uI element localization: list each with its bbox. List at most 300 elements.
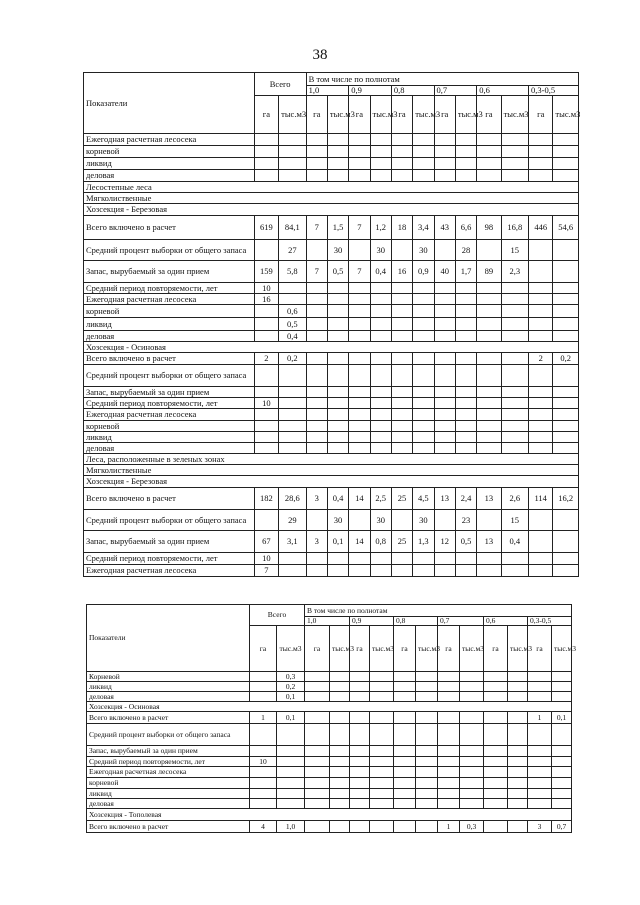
table-cell <box>349 565 370 577</box>
table-cell <box>349 409 370 421</box>
row-label: Всего включено в расчет <box>84 216 255 240</box>
table-cell <box>501 134 528 146</box>
table-cell <box>434 318 455 331</box>
row-label: Мягколиственные <box>84 193 579 204</box>
table-row <box>84 283 579 294</box>
table-cell <box>391 387 412 398</box>
row-label: Хозсекция - Осиновая <box>84 342 579 353</box>
table-cell <box>391 409 412 421</box>
table-cell <box>250 692 277 702</box>
table-cell <box>460 767 484 778</box>
table-cell <box>552 692 572 702</box>
table-cell <box>552 682 572 692</box>
row-label: деловая <box>84 331 255 342</box>
table-cell <box>455 432 476 443</box>
table-cell <box>370 398 391 409</box>
table-cell <box>330 821 350 833</box>
table-row <box>84 421 579 432</box>
table-cell <box>394 712 416 724</box>
table-cell <box>413 158 434 170</box>
table-cell: 619 <box>254 216 278 240</box>
row-label: деловая <box>87 692 250 702</box>
table-cell <box>484 746 508 757</box>
table-row <box>84 216 579 240</box>
table-cell <box>391 398 412 409</box>
table-cell <box>413 331 434 342</box>
table-cell <box>508 799 528 809</box>
table-cell <box>501 398 528 409</box>
table-cell: 89 <box>477 261 501 283</box>
table-cell <box>477 510 501 531</box>
table-cell <box>529 158 553 170</box>
header-unit-ha: га <box>305 626 330 672</box>
table-cell <box>277 724 305 746</box>
row-label: Ежегодная расчетная лесосека <box>84 134 255 146</box>
table-cell <box>394 821 416 833</box>
table-row <box>87 757 572 767</box>
table-cell <box>370 158 391 170</box>
table-cell: 0,3 <box>277 672 305 682</box>
table-cell: 0,5 <box>327 261 348 283</box>
table-cell <box>477 365 501 387</box>
table-row <box>84 553 579 565</box>
header-unit-ha: га <box>434 96 455 134</box>
table-cell <box>553 409 579 421</box>
table-cell: 2,6 <box>501 488 528 510</box>
table-cell <box>484 692 508 702</box>
table-cell <box>552 746 572 757</box>
table-cell <box>330 746 350 757</box>
table-cell <box>484 712 508 724</box>
header-unit-ha: га <box>349 96 370 134</box>
table-cell <box>327 294 348 305</box>
table-cell <box>254 240 278 261</box>
header-unit-ha: га <box>394 626 416 672</box>
header-density: 1,0 <box>305 617 350 626</box>
table-cell <box>370 409 391 421</box>
table-row <box>87 672 572 682</box>
table-cell: 30 <box>370 240 391 261</box>
table-cell <box>254 432 278 443</box>
table-cell: 43 <box>434 216 455 240</box>
table-cell <box>416 692 438 702</box>
table-cell <box>484 757 508 767</box>
table-cell <box>501 146 528 158</box>
table-cell <box>349 294 370 305</box>
table-cell: 4,5 <box>413 488 434 510</box>
row-label: Средний процент выборки от общего запаса <box>84 510 255 531</box>
table-cell <box>391 294 412 305</box>
row-label: Ежегодная расчетная лесосека <box>84 409 255 421</box>
table-cell <box>553 146 579 158</box>
table-cell <box>370 712 394 724</box>
table-cell <box>528 746 552 757</box>
table-cell <box>306 134 327 146</box>
table-cell <box>460 789 484 799</box>
table-cell <box>391 134 412 146</box>
row-label: Всего включено в расчет <box>84 488 255 510</box>
table-cell: 0,2 <box>279 353 306 365</box>
table-cell <box>330 789 350 799</box>
table-cell <box>501 283 528 294</box>
table-cell <box>438 724 460 746</box>
table-cell: 28 <box>455 240 476 261</box>
row-label: деловая <box>87 799 250 809</box>
table-cell <box>254 170 278 182</box>
header-unit-ha: га <box>350 626 370 672</box>
table-cell <box>477 432 501 443</box>
table-cell <box>438 672 460 682</box>
table-cell <box>327 398 348 409</box>
table-cell <box>552 767 572 778</box>
table-cell <box>413 387 434 398</box>
table-cell <box>501 432 528 443</box>
table-cell <box>370 387 391 398</box>
table-cell <box>254 387 278 398</box>
table-cell <box>306 283 327 294</box>
table-cell <box>391 553 412 565</box>
table-cell <box>553 158 579 170</box>
table-cell <box>438 757 460 767</box>
table-cell <box>370 146 391 158</box>
table-row <box>84 398 579 409</box>
table-cell <box>279 134 306 146</box>
table-cell <box>528 789 552 799</box>
table-cell <box>553 294 579 305</box>
table-cell <box>370 767 394 778</box>
table-cell <box>484 778 508 789</box>
table-cell <box>434 387 455 398</box>
table-cell: 0,9 <box>413 261 434 283</box>
table-cell <box>413 553 434 565</box>
table-cell <box>501 443 528 454</box>
row-label: Средний период повторяемости, лет <box>84 398 255 409</box>
table-cell: 1,7 <box>455 261 476 283</box>
table-cell <box>413 421 434 432</box>
row-label: Средний период повторяемости, лет <box>84 553 255 565</box>
table-row <box>87 767 572 778</box>
table-cell <box>460 672 484 682</box>
table-cell <box>529 331 553 342</box>
table-cell: 27 <box>279 240 306 261</box>
row-label: корневой <box>87 778 250 789</box>
table-row <box>84 488 579 510</box>
table-cell <box>553 305 579 318</box>
table-cell <box>394 746 416 757</box>
table-cell: 0,4 <box>327 488 348 510</box>
table-cell <box>553 170 579 182</box>
table-cell <box>254 443 278 454</box>
table-cell <box>327 432 348 443</box>
table-cell: 7 <box>306 261 327 283</box>
table-cell: 0,5 <box>455 531 476 553</box>
table-cell: 30 <box>327 240 348 261</box>
table-cell <box>508 712 528 724</box>
table-cell <box>416 799 438 809</box>
table-cell <box>254 158 278 170</box>
table-cell <box>552 757 572 767</box>
table-cell <box>416 746 438 757</box>
table-cell <box>250 799 277 809</box>
table-cell <box>508 692 528 702</box>
table-cell <box>434 134 455 146</box>
table-cell <box>501 365 528 387</box>
table-cell <box>394 757 416 767</box>
table-row <box>84 476 579 488</box>
table-cell <box>501 553 528 565</box>
table-cell <box>349 421 370 432</box>
table-cell <box>529 294 553 305</box>
table-row <box>84 134 579 146</box>
table-cell <box>455 158 476 170</box>
table-cell <box>477 240 501 261</box>
table-cell <box>277 789 305 799</box>
table-cell <box>250 682 277 692</box>
row-label: Запас, вырубаемый за один прием <box>84 387 255 398</box>
table-cell <box>434 240 455 261</box>
table-cell <box>279 146 306 158</box>
table-cell <box>327 158 348 170</box>
table-cell <box>305 672 330 682</box>
table-cell <box>434 331 455 342</box>
table-cell <box>455 146 476 158</box>
table-cell <box>553 531 579 553</box>
table-cell <box>391 565 412 577</box>
table-cell <box>391 240 412 261</box>
table-row <box>84 331 579 342</box>
header-unit-tys-m3: тыс.м3 <box>460 626 484 672</box>
table-cell <box>484 799 508 809</box>
table-cell <box>349 134 370 146</box>
table-cell <box>508 789 528 799</box>
header-unit-tys-m3: тыс.м3 <box>279 96 306 134</box>
table-cell <box>370 565 391 577</box>
table-cell <box>391 353 412 365</box>
table-cell <box>349 331 370 342</box>
table-cell <box>501 305 528 318</box>
row-label: ликвид <box>84 432 255 443</box>
table-cell: 1,5 <box>327 216 348 240</box>
table-cell <box>349 353 370 365</box>
table-cell <box>528 724 552 746</box>
table-cell <box>350 767 370 778</box>
table-cell <box>349 318 370 331</box>
table-cell <box>391 318 412 331</box>
table-row <box>87 799 572 809</box>
table-cell <box>413 353 434 365</box>
table-cell <box>434 510 455 531</box>
row-label: Всего включено в расчет <box>84 353 255 365</box>
header-density: 0,8 <box>394 617 438 626</box>
table-cell <box>501 565 528 577</box>
table-cell: 10 <box>250 757 277 767</box>
table-cell <box>327 553 348 565</box>
table-cell: 10 <box>254 398 278 409</box>
table-cell <box>460 692 484 702</box>
table-cell <box>434 409 455 421</box>
table-cell: 5,8 <box>279 261 306 283</box>
table-cell <box>416 778 438 789</box>
table-cell <box>254 365 278 387</box>
table-cell <box>306 331 327 342</box>
table-cell <box>327 443 348 454</box>
table-row <box>84 510 579 531</box>
table-cell <box>455 398 476 409</box>
table-cell <box>349 365 370 387</box>
header-unit-ha: га <box>477 96 501 134</box>
table-cell <box>455 443 476 454</box>
table-cell: 67 <box>254 531 278 553</box>
table-cell <box>305 724 330 746</box>
table-cell <box>455 409 476 421</box>
forest-table-bottom <box>86 604 577 833</box>
table-cell <box>306 553 327 565</box>
header-unit-ha: га <box>306 96 327 134</box>
table-row <box>84 409 579 421</box>
table-cell <box>349 305 370 318</box>
table-cell: 84,1 <box>279 216 306 240</box>
table-cell <box>438 746 460 757</box>
header-by-density: В том числе по полнотам <box>306 73 578 86</box>
table-cell <box>413 318 434 331</box>
table-cell <box>529 305 553 318</box>
row-label: Средний период повторяемости, лет <box>87 757 250 767</box>
table-cell <box>254 510 278 531</box>
table-cell <box>455 353 476 365</box>
table-cell <box>327 305 348 318</box>
table-cell <box>279 158 306 170</box>
table-cell <box>434 294 455 305</box>
table-cell <box>250 778 277 789</box>
table-cell <box>529 398 553 409</box>
header-indicators: Показатели <box>84 73 255 134</box>
table-cell: 1,0 <box>277 821 305 833</box>
table-cell <box>391 510 412 531</box>
table-cell <box>416 821 438 833</box>
table-cell: 3 <box>306 488 327 510</box>
table-cell <box>305 712 330 724</box>
table-cell: 1,3 <box>413 531 434 553</box>
table-row <box>87 821 572 833</box>
table-row <box>87 789 572 799</box>
row-label: деловая <box>84 170 255 182</box>
table-cell <box>434 398 455 409</box>
table-row <box>84 531 579 553</box>
row-label: ликвид <box>84 158 255 170</box>
table-cell: 7 <box>254 565 278 577</box>
table-cell <box>327 409 348 421</box>
table-row <box>84 443 579 454</box>
table-cell <box>277 757 305 767</box>
row-label: Запас, вырубаемый за один прием <box>84 531 255 553</box>
header-density: 0,6 <box>477 86 529 96</box>
table-cell <box>484 767 508 778</box>
table-cell <box>330 757 350 767</box>
table-cell <box>434 565 455 577</box>
table-cell <box>349 146 370 158</box>
table-cell: 3,4 <box>413 216 434 240</box>
header-unit-ha: га <box>254 96 278 134</box>
table-cell <box>350 799 370 809</box>
table-cell <box>306 158 327 170</box>
table-cell <box>279 553 306 565</box>
table-cell <box>279 387 306 398</box>
table-cell: 16 <box>254 294 278 305</box>
table-cell <box>394 692 416 702</box>
table-cell <box>553 318 579 331</box>
row-label: корневой <box>84 146 255 158</box>
table-cell <box>250 724 277 746</box>
table-row <box>84 294 579 305</box>
table-cell <box>484 821 508 833</box>
table-cell <box>477 170 501 182</box>
table-cell: 1 <box>438 821 460 833</box>
table-cell <box>349 158 370 170</box>
table-cell: 12 <box>434 531 455 553</box>
header-density: 0,3-0,5 <box>528 617 572 626</box>
table-cell <box>279 565 306 577</box>
header-unit-tys-m3: тыс.м3 <box>277 626 305 672</box>
table-cell <box>306 398 327 409</box>
table-cell <box>528 778 552 789</box>
table-cell: 3 <box>306 531 327 553</box>
table-row <box>84 240 579 261</box>
table-cell <box>370 294 391 305</box>
table-row <box>84 204 579 216</box>
table-cell <box>434 443 455 454</box>
table-row <box>87 702 572 712</box>
header-unit-tys-m3: тыс.м3 <box>455 96 476 134</box>
table-cell <box>413 565 434 577</box>
table-cell <box>250 789 277 799</box>
table-row <box>84 193 579 204</box>
table-cell <box>528 682 552 692</box>
table-cell <box>501 158 528 170</box>
table-cell <box>529 387 553 398</box>
table-cell <box>305 778 330 789</box>
table-cell <box>529 170 553 182</box>
table-cell <box>460 746 484 757</box>
table-cell <box>553 432 579 443</box>
table-cell <box>529 283 553 294</box>
table-cell <box>277 778 305 789</box>
table-cell <box>413 409 434 421</box>
table-cell <box>370 692 394 702</box>
table-cell <box>349 283 370 294</box>
table-cell <box>350 682 370 692</box>
table-row <box>84 318 579 331</box>
table-row <box>84 432 579 443</box>
table-cell <box>553 565 579 577</box>
table-cell <box>455 318 476 331</box>
table-cell <box>438 778 460 789</box>
table-cell <box>477 353 501 365</box>
table-cell <box>529 134 553 146</box>
table-cell <box>529 365 553 387</box>
table-cell <box>349 398 370 409</box>
table-cell: 0,1 <box>327 531 348 553</box>
table-cell <box>370 305 391 318</box>
table-row <box>84 465 579 476</box>
header-total: Всего <box>254 73 306 96</box>
table-cell <box>553 261 579 283</box>
table-cell <box>553 134 579 146</box>
table-cell <box>391 158 412 170</box>
table-cell <box>305 789 330 799</box>
table-cell <box>529 531 553 553</box>
table-cell <box>455 565 476 577</box>
table-cell <box>501 421 528 432</box>
